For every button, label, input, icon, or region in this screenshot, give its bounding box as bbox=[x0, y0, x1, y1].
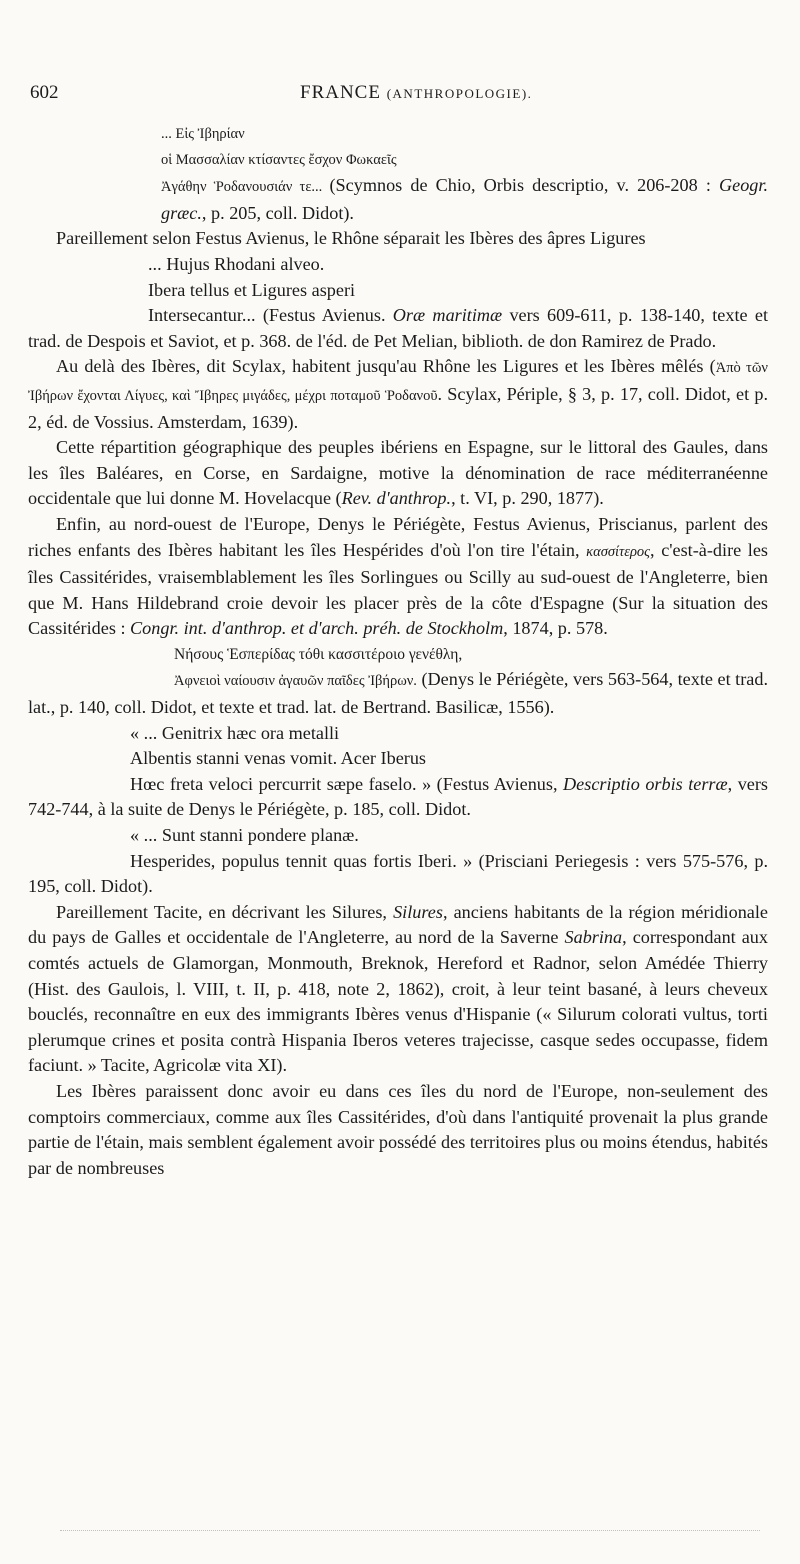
latin-verse: « ... Sunt stanni pondere planæ. bbox=[130, 825, 359, 846]
latin-verse: « ... Genitrix hæc ora metalli bbox=[130, 722, 340, 743]
paragraph bbox=[28, 900, 768, 1079]
citation-avienus-2 bbox=[28, 772, 768, 823]
paragraph bbox=[28, 435, 768, 512]
latin-verse: ... Hujus Rhodani alveo. bbox=[148, 253, 325, 274]
citation-title: Congr. int. d'anthrop. et d'arch. préh. de Stockholm bbox=[130, 618, 504, 639]
citation-text: , vers 742-744, à la suite de Denys le Périégète, p. 185, coll. Didot. bbox=[28, 773, 769, 820]
citation-scymnos bbox=[28, 173, 768, 226]
paragraph-text: Pareillement Tacite, en décrivant les Silures, bbox=[56, 901, 394, 922]
paragraph bbox=[28, 512, 768, 642]
latin-verse: Hœc freta veloci percurrit sæpe faselo. » (Festus Avienus, bbox=[130, 773, 564, 794]
latin-verse: Hesperides, populus tennit quas fortis Iberi. » (Prisciani Periegesis : vers 575-576, p. 195, coll. Didot). bbox=[28, 850, 768, 897]
page-title bbox=[300, 82, 532, 104]
citation-text: . Scylax, Périple, § 3, p. 17, coll. Didot, et p. 2, éd. de Vossius. Amsterdam, 1639). bbox=[28, 383, 769, 432]
latin-term: Silures bbox=[393, 901, 443, 922]
paragraph bbox=[28, 354, 768, 435]
paragraph-text: Au delà des Ibères, dit Scylax, habitent jusqu'au Rhône les Ligures et les Ibères mêlés ( bbox=[56, 356, 716, 377]
citation-text: (Denys le Périégète, vers 563-564, texte et trad. lat., p. 140, coll. Didot, et texte et trad. lat. de Bertrand. Basilicæ, 1556). bbox=[28, 669, 768, 718]
citation-title: Descriptio orbis terræ bbox=[563, 773, 728, 794]
citation-text: vers 609-611, p. 138-140, texte et trad. de Despois et Saviot, et p. 368. de l'éd. de Pet Melian, biblioth. de don Ramirez de Prado. bbox=[28, 305, 768, 351]
latin-verse: Albentis stanni venas vomit. Acer Iberus bbox=[130, 748, 426, 769]
title-main: FRANCE bbox=[300, 82, 387, 103]
paragraph-text: Cette répartition géographique des peuples ibériens en Espagne, sur le littoral des Gaules, dans les îles Baléares, en Corse, en Sardaigne, motive la dénomination de race méditerranéenne occidentale que lui donne M. Hovelacque ( bbox=[28, 437, 768, 509]
running-header bbox=[30, 82, 770, 112]
greek-word: κασσίτερος bbox=[586, 543, 651, 560]
citation-text: , 1874, p. 578. bbox=[503, 618, 608, 639]
citation-title: Oræ maritimæ bbox=[392, 305, 503, 326]
greek-verse: Ἀφνειοὶ ναίουσιν ἀγαυῶν παῖδες Ἰβήρων. bbox=[174, 673, 417, 690]
citation-text: (Scymnos de Chio, Orbis descriptio, v. 206-208 : bbox=[329, 175, 719, 196]
paragraph-text: Enfin, au nord-ouest de l'Europe, Denys le Périégète, Festus Avienus, Priscianus, parlent des riches enfants des Ibères habitant les îles Hespérides d'où l'on tire l'étain, bbox=[28, 513, 768, 560]
greek-verse-1: ... Εἰς Ἰβηρίαν bbox=[161, 126, 245, 142]
citation-denys bbox=[28, 667, 768, 720]
paragraph-text: , correspondant aux comtés actuels de Glamorgan, Monmouth, Breknok, Hereford et Radnor, selon Amédée Thierry (Hist. des Gaulois, l. VIII, t. II, p. 418, note 2, 1862), croit, à leur teint basané, à leurs cheveux bouclés, reconnaître en eux des immigrants Ibères venus d'Hispanie (« Silurum colorati vultus, torti plerumque crines et posita contrà Hispania Iberos veteres trajecisse, casque sedes occupasse, fidem faciunt. » Tacite, Agricolæ vita XI). bbox=[28, 927, 768, 1076]
latin-verse: Intersecantur... (Festus Avienus. bbox=[148, 305, 393, 326]
title-subject: (ANTHROPOLOGIE). bbox=[386, 86, 533, 101]
footer-rule bbox=[60, 1530, 760, 1533]
body-text bbox=[28, 122, 768, 1181]
greek-verse-2: οἱ Μασσαλίαν κτίσαντες ἔσχον Φωκαεῖς bbox=[161, 151, 397, 168]
greek-quote: Ἀπὸ τῶν Ἰβήρων ἔχονται Λίγυες, καὶ Ἴβηρες μιγάδες, μέχρι ποταμοῦ Ῥοδανοῦ bbox=[28, 360, 768, 404]
citation-title: Geogr. græc. bbox=[161, 175, 768, 223]
paragraph: Les Ibères paraissent donc avoir eu dans ces îles du nord de l'Europe, non-seulement des comptoirs commerciaux, comme aux îles Cassitérides, d'où dans l'antiquité provenait la plus grande partie de l'étain, mais semblent également avoir possédé des territoires plus ou moins étendus, habités par de nombreuses bbox=[28, 1080, 768, 1178]
citation-title: Rev. d'anthrop. bbox=[341, 488, 452, 509]
greek-verse: Νήσους Ἑσπερίδας τόθι κασσιτέροιο γενέθλη, bbox=[174, 645, 463, 663]
greek-verse-3: Ἀγάθην Ῥοδανουσιάν τε... bbox=[161, 179, 330, 196]
latin-term: Sabrina bbox=[564, 927, 623, 948]
paragraph-text: , c'est-à-dire les îles Cassitérides, vraisemblablement les îles Sorlingues ou Scilly au sud-ouest de l'Angleterre, bien que M. Hans Hildebrand croie devoir les placer près de la côte d'Espagne (Sur la situation des Cassitérides : bbox=[28, 539, 768, 639]
citation-priscian bbox=[28, 849, 768, 900]
citation-avienus bbox=[28, 303, 768, 354]
latin-verse: Ibera tellus et Ligures asperi bbox=[148, 279, 356, 300]
page-number: 602 bbox=[30, 82, 59, 103]
paragraph: Pareillement selon Festus Avienus, le Rhône séparait les Ibères des âpres Ligures bbox=[56, 228, 646, 249]
citation-text: , t. VI, p. 290, 1877). bbox=[451, 488, 604, 509]
citation-end: , p. 205, coll. Didot). bbox=[201, 202, 354, 223]
paragraph-text: , anciens habitants de la région méridionale du pays de Galles et occidentale de l'Angleterre, au nord de la Saverne bbox=[28, 901, 768, 948]
